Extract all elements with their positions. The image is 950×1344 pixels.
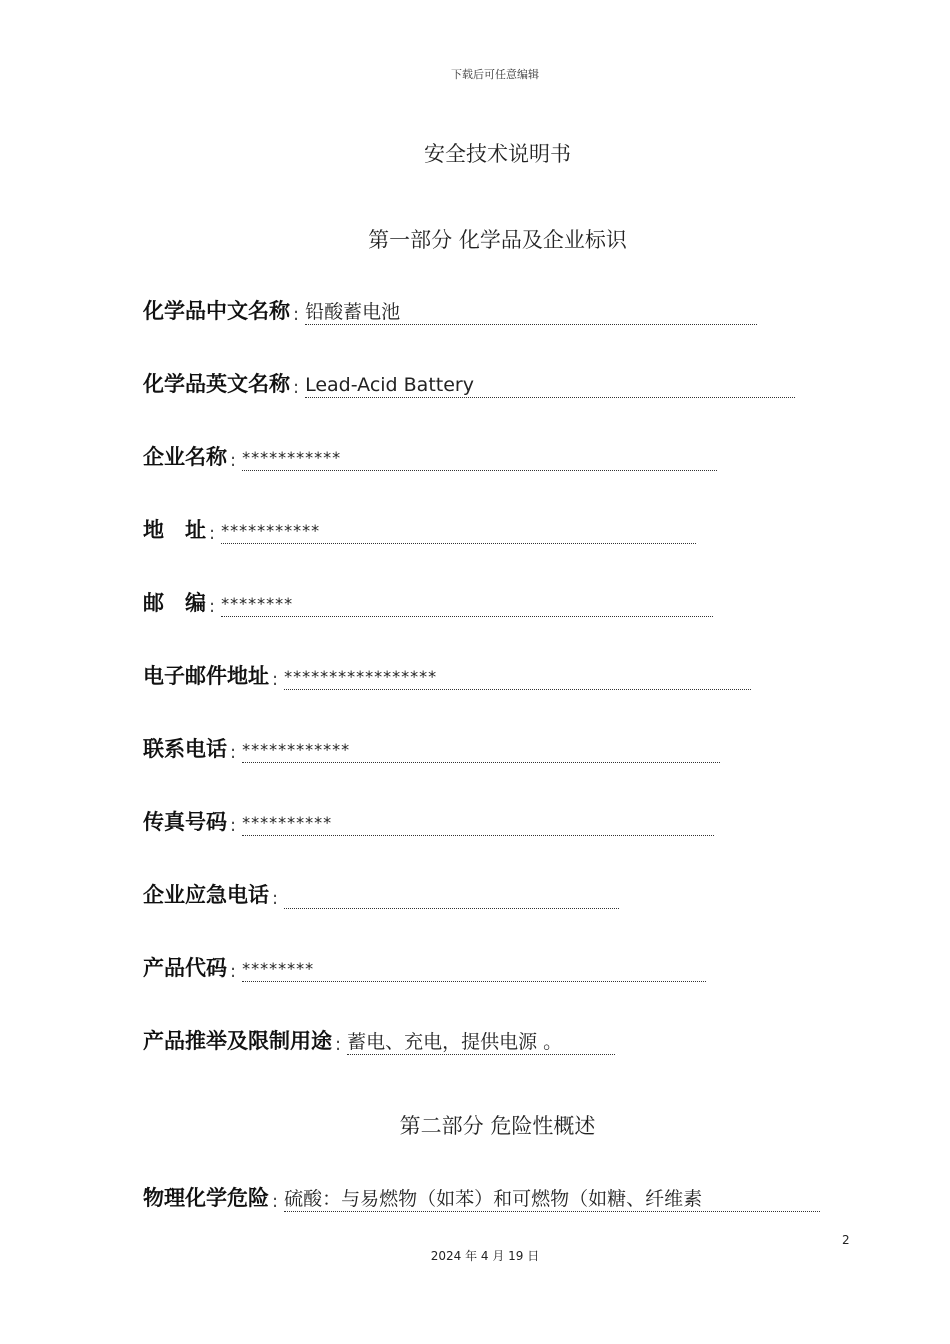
field-label: 产品推举及限制用途 — [143, 1029, 332, 1053]
section-1-title: 第一部分 化学品及企业标识 — [368, 228, 627, 252]
field-value: Lead-Acid Battery — [305, 374, 795, 398]
field-colon: : — [209, 596, 216, 617]
field-label: 地 址 — [143, 518, 206, 542]
field-colon: : — [293, 304, 300, 325]
field-value: ************ — [242, 739, 720, 763]
field-product-code — [143, 952, 706, 982]
field-label: 企业名称 — [143, 445, 227, 469]
field-colon: : — [335, 1034, 342, 1055]
field-fax — [143, 806, 714, 836]
field-english-name — [143, 368, 795, 398]
field-email — [143, 660, 751, 690]
field-colon: : — [272, 669, 279, 690]
field-value: ******** — [221, 593, 713, 617]
field-value: 硫酸：与易燃物（如苯）和可燃物（如糖、纤维素 — [284, 1188, 820, 1212]
field-label: 物理化学危险 — [143, 1186, 269, 1210]
field-label: 邮 编 — [143, 591, 206, 615]
field-emergency-phone — [143, 879, 619, 909]
page-number: 2 — [842, 1233, 850, 1247]
field-colon: : — [272, 888, 279, 909]
field-colon: : — [209, 523, 216, 544]
field-label: 化学品英文名称 — [143, 372, 290, 396]
field-chinese-name — [143, 295, 757, 325]
field-colon: : — [272, 1191, 279, 1212]
field-label: 联系电话 — [143, 737, 227, 761]
field-colon: : — [293, 377, 300, 398]
field-physical-chemical-hazard — [143, 1182, 820, 1212]
document-title: 安全技术说明书 — [424, 142, 571, 166]
field-value: ***************** — [284, 666, 751, 690]
field-value: *********** — [242, 447, 717, 471]
footer-date: 2024 年 4 月 19 日 — [430, 1249, 540, 1263]
field-label: 化学品中文名称 — [143, 299, 290, 323]
field-postcode — [143, 587, 713, 617]
field-label: 企业应急电话 — [143, 883, 269, 907]
page-header: 下载后可任意编辑 — [451, 68, 539, 81]
field-colon: : — [230, 815, 237, 836]
field-colon: : — [230, 450, 237, 471]
field-value — [284, 885, 619, 909]
field-label: 传真号码 — [143, 810, 227, 834]
field-company-name — [143, 441, 717, 471]
field-colon: : — [230, 742, 237, 763]
field-value: 蓄电、充电，提供电源 。 — [347, 1031, 615, 1055]
field-value: 铅酸蓄电池 — [305, 301, 757, 325]
field-value: *********** — [221, 520, 696, 544]
field-value: ******** — [242, 958, 706, 982]
field-value: ********** — [242, 812, 714, 836]
field-recommended-use — [143, 1025, 615, 1055]
field-label: 产品代码 — [143, 956, 227, 980]
field-colon: : — [230, 961, 237, 982]
field-phone — [143, 733, 720, 763]
section-2-title: 第二部分 危险性概述 — [399, 1114, 596, 1138]
field-address — [143, 514, 696, 544]
field-label: 电子邮件地址 — [143, 664, 269, 688]
